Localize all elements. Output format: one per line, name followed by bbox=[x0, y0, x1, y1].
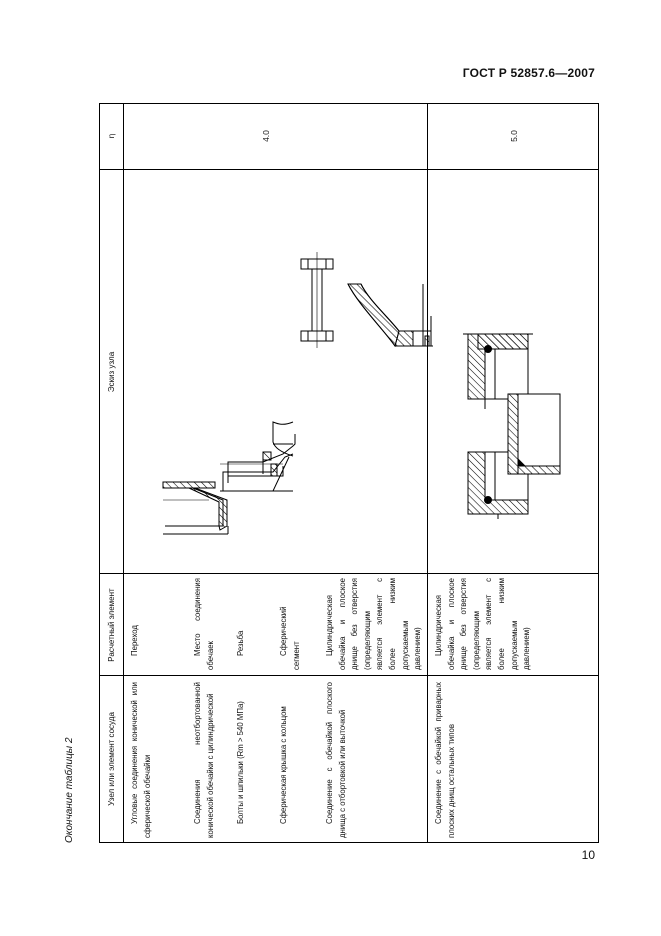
element-text: Резьба bbox=[236, 630, 245, 656]
column-divider bbox=[100, 675, 598, 676]
sketch-transition bbox=[163, 482, 228, 534]
table-cell-node bbox=[278, 678, 291, 838]
column-header-node: Узел или элемент сосуда bbox=[107, 712, 116, 806]
node-text: Угловые соединения конической или сферической обечайки bbox=[130, 682, 152, 838]
sketch-spherical-cover bbox=[348, 284, 433, 346]
eta-value: 5.0 bbox=[508, 130, 519, 142]
sketch-welded-flat-head-body bbox=[508, 394, 560, 474]
node-text: Соединение с обечайкой приварных плоских днищ остальных типов bbox=[434, 682, 456, 838]
sketch-bolt bbox=[301, 252, 333, 348]
table-cell-element bbox=[129, 576, 142, 670]
column-header-element: Расчетный элемент bbox=[107, 588, 116, 662]
element-text: Цилиндрическая обечайка и плоское днище без отверстия (определяющим является элемент с более низким допускаемым давлением) bbox=[434, 578, 532, 670]
table-cell-element bbox=[235, 576, 248, 670]
table-cell-node bbox=[129, 682, 154, 838]
table-cell-node bbox=[433, 682, 458, 838]
column-header-eta: η bbox=[107, 133, 116, 139]
element-text: Цилиндрическая обечайка и плоское днище без отверстия (определяющим является элемент с более низким допускаемым давлением) bbox=[325, 578, 423, 670]
element-text: Переход bbox=[130, 625, 139, 656]
table-cell-element bbox=[278, 576, 303, 670]
sketch-cone-joint bbox=[220, 422, 295, 491]
table-cell-element bbox=[433, 578, 534, 670]
table-cell-node bbox=[235, 678, 248, 838]
eta-value: 4.0 bbox=[261, 130, 271, 142]
sketch-drawings bbox=[123, 170, 600, 574]
table-cell-element bbox=[324, 578, 425, 670]
column-header-sketch: Эскиз узла bbox=[107, 351, 116, 393]
table-caption: Окончание таблицы 2 bbox=[64, 737, 75, 843]
rotated-table-page bbox=[62, 103, 599, 843]
element-text: Сферический сегмент bbox=[279, 606, 301, 670]
element-text: Место соединения обечаек bbox=[193, 578, 215, 670]
page-number: 10 bbox=[581, 848, 595, 862]
table bbox=[99, 103, 599, 843]
node-text: Соединения неотбортованной конической обечайки с цилиндрической bbox=[193, 682, 215, 838]
standard-header: ГОСТ Р 52857.6—2007 bbox=[462, 66, 595, 80]
table-cell-node bbox=[324, 682, 349, 838]
table-cell-element bbox=[192, 578, 217, 670]
table-cell-node bbox=[192, 682, 217, 838]
node-text: Сферическая крышка с кольцом bbox=[279, 706, 288, 824]
node-text: Соединение с обечайкой плоского днища с отбортовкой или выточкой bbox=[325, 682, 347, 838]
node-text: Болты и шпильки (Rm > 540 МПа) bbox=[236, 701, 245, 824]
